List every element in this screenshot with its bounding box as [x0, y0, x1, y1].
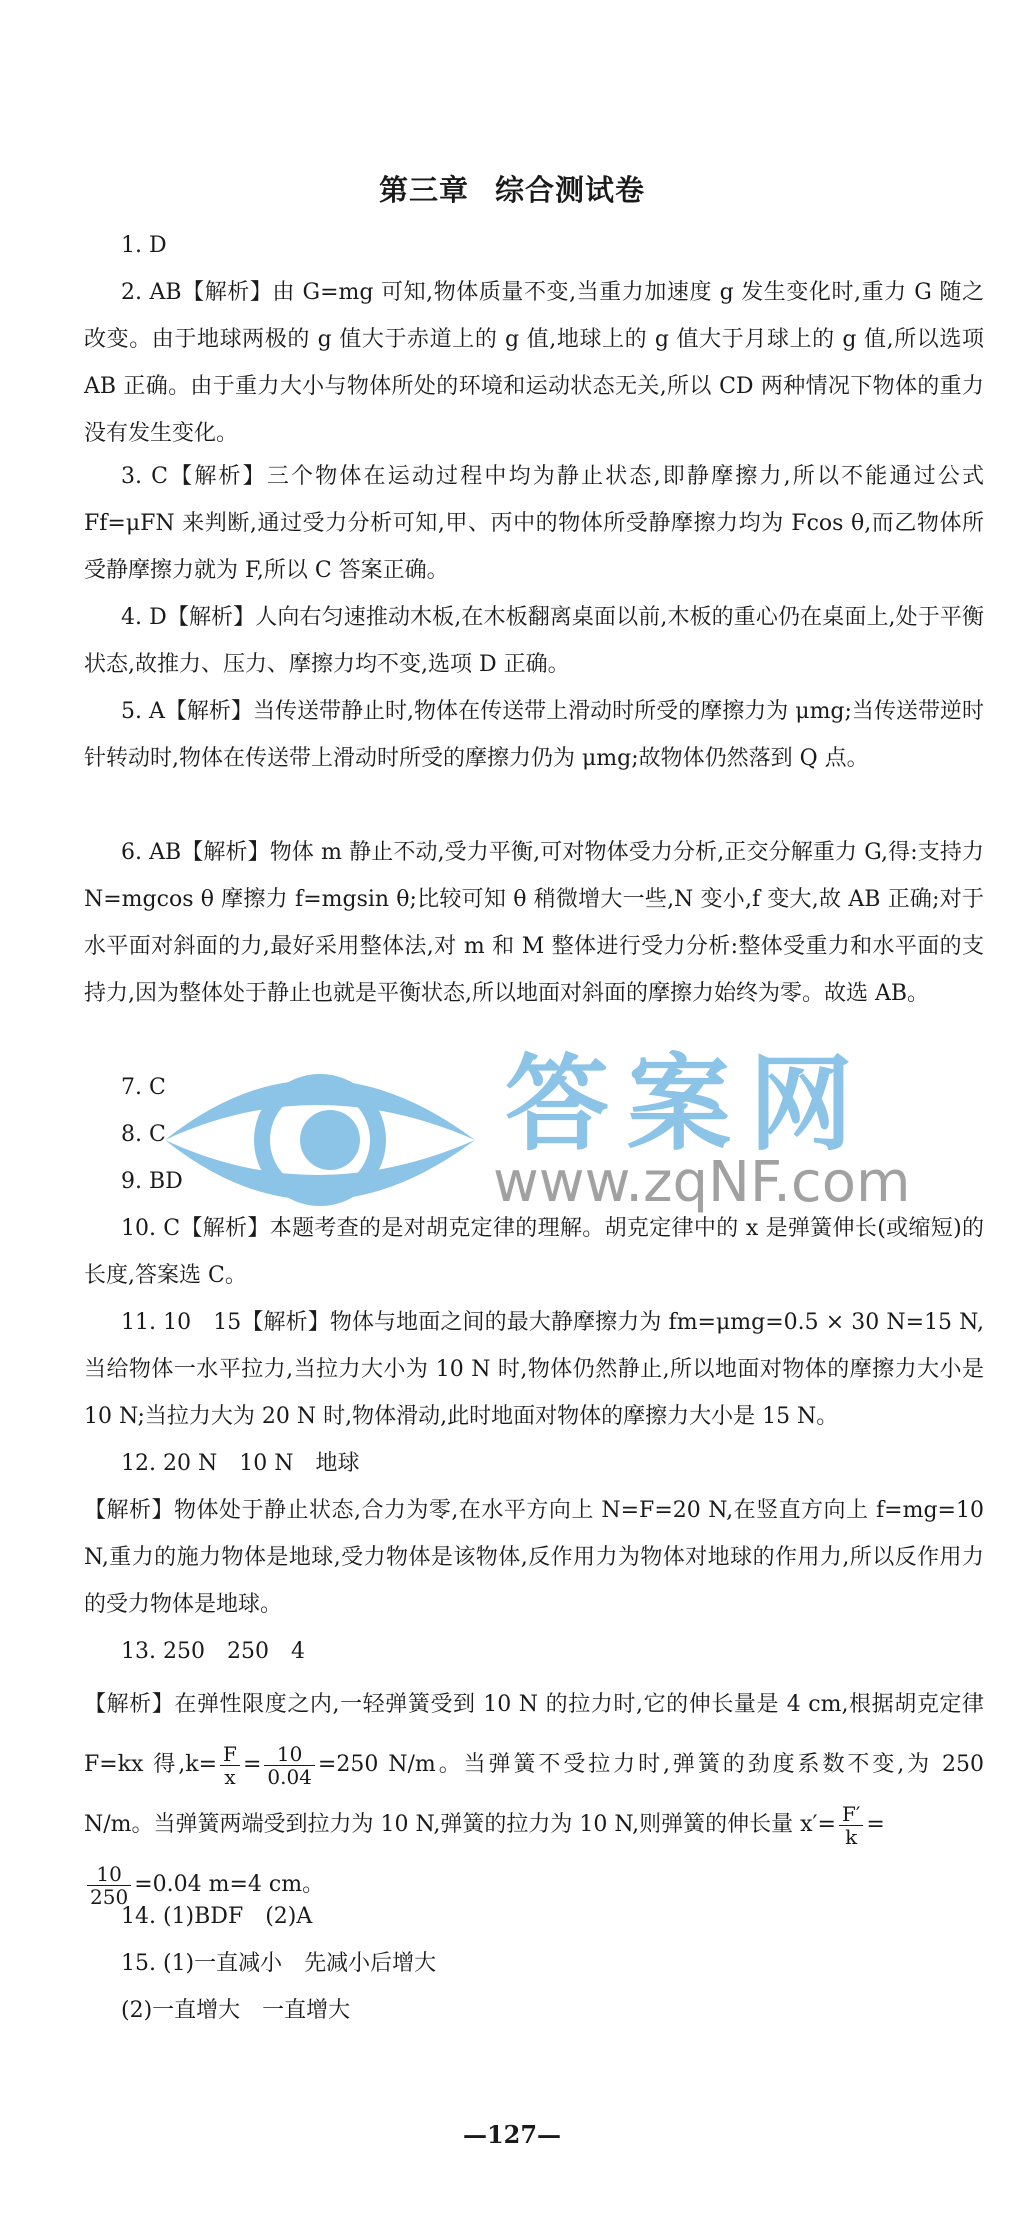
eye-logo-icon	[155, 1030, 485, 1250]
answer-4: 4. D【解析】人向右匀速推动木板,在木板翻离桌面以前,木板的重心仍在桌面上,处于平衡状态,故推力、压力、摩擦力均不变,选项 D 正确。	[84, 605, 984, 677]
watermark-url: www.zqNF.com	[493, 1150, 911, 1215]
answer-13-explanation: 【解析】在弹性限度之内,一轻弹簧受到 10 N 的拉力时,它的伸长量是 4 cm,根据胡克定律 F=kx 得,k= $\frac{F}{x}$ = $\frac{10}{0.04}$ =250 N/m。当弹簧不受拉力时,弹簧的劲度系数不变,为 250 N/m。当弹簧两端受到拉力为 10 N,弹簧的拉力为 10 N,则弹簧的伸长量 x′= $\frac{F'}{k}$ = $\frac{10}{250}$ =0.04 m=4 cm。	[84, 1692, 984, 1909]
answer-9: 9. BD	[121, 1169, 183, 1194]
fraction-f-over-x: $\frac{F}{x}$	[220, 1743, 240, 1788]
answer-13: 13. 250 250 4	[121, 1639, 305, 1664]
watermark-text: 答案网	[505, 1043, 872, 1165]
answer-3: 3. C【解析】三个物体在运动过程中均为静止状态,即静摩擦力,所以不能通过公式 Ff=μFN 来判断,通过受力分析可知,甲、丙中的物体所受静摩擦力均为 Fcos θ,而乙物体所受静摩擦力就为 F,所以 C 答案正确。	[84, 464, 984, 583]
answer-15-part1: 15. (1)一直减小 先减小后增大	[121, 1951, 437, 1976]
fraction-10-over-250: $\frac{10}{250}$	[87, 1863, 131, 1908]
page-number: —127—	[462, 2120, 562, 2149]
fraction-f-prime-over-k: $\frac{F'}{k}$	[839, 1803, 863, 1848]
answer-12: 12. 20 N 10 N 地球	[121, 1451, 360, 1476]
answer-10: 10. C【解析】本题考查的是对胡克定律的理解。胡克定律中的 x 是弹簧伸长(或缩短)的长度,答案选 C。	[84, 1216, 984, 1288]
answer-15-part2: (2)一直增大 一直增大	[121, 1998, 351, 2023]
answer-5: 5. A【解析】当传送带静止时,物体在传送带上滑动时所受的摩擦力为 μmg;当传送带逆时针转动时,物体在传送带上滑动时所受的摩擦力仍为 μmg;故物体仍然落到 Q 点。	[84, 699, 984, 771]
answer-2: 2. AB【解析】由 G=mg 可知,物体质量不变,当重力加速度 g 发生变化时,重力 G 随之改变。由于地球两极的 g 值大于赤道上的 g 值,地球上的 g 值大于月球上的 g 值,所以选项 AB 正确。由于重力大小与物体所处的环境和运动状态无关,所以 CD 两种情况下物体的重力没有发生变化。	[84, 280, 984, 446]
answer-6: 6. AB【解析】物体 m 静止不动,受力平衡,可对物体受力分析,正交分解重力 G,得:支持力 N=mgcos θ 摩擦力 f=mgsin θ;比较可知 θ 稍微增大一些,N 变小,f 变大,故 AB 正确;对于水平面对斜面的力,最好采用整体法,对 m 和 M 整体进行受力分析:整体受重力和水平面的支持力,因为整体处于静止也就是平衡状态,所以地面对斜面的摩擦力始终为零。故选 AB。	[84, 840, 984, 1006]
chapter-title: 第三章 综合测试卷	[378, 173, 646, 207]
answer-11: 11. 10 15【解析】物体与地面之间的最大静摩擦力为 fm=μmg=0.5 × 30 N=15 N,当给物体一水平拉力,当拉力大小为 10 N 时,物体仍然静止,所以地面对物体的摩擦力大小是 10 N;当拉力大为 20 N 时,物体滑动,此时地面对物体的摩擦力大小是 15 N。	[84, 1310, 984, 1429]
answer-7: 7. C	[121, 1075, 166, 1100]
fraction-10-over-0.04: $\frac{10}{0.04}$	[264, 1743, 315, 1788]
answer-1: 1. D	[121, 233, 167, 258]
answer-14: 14. (1)BDF (2)A	[121, 1904, 313, 1929]
answer-12-explanation: 【解析】物体处于静止状态,合力为零,在水平方向上 N=F=20 N,在竖直方向上 f=mg=10 N,重力的施力物体是地球,受力物体是该物体,反作用力为物体对地球的作用力,所以反作用力的受力物体是地球。	[84, 1498, 984, 1617]
answer-8: 8. C	[121, 1122, 166, 1147]
watermark	[155, 1020, 915, 1260]
